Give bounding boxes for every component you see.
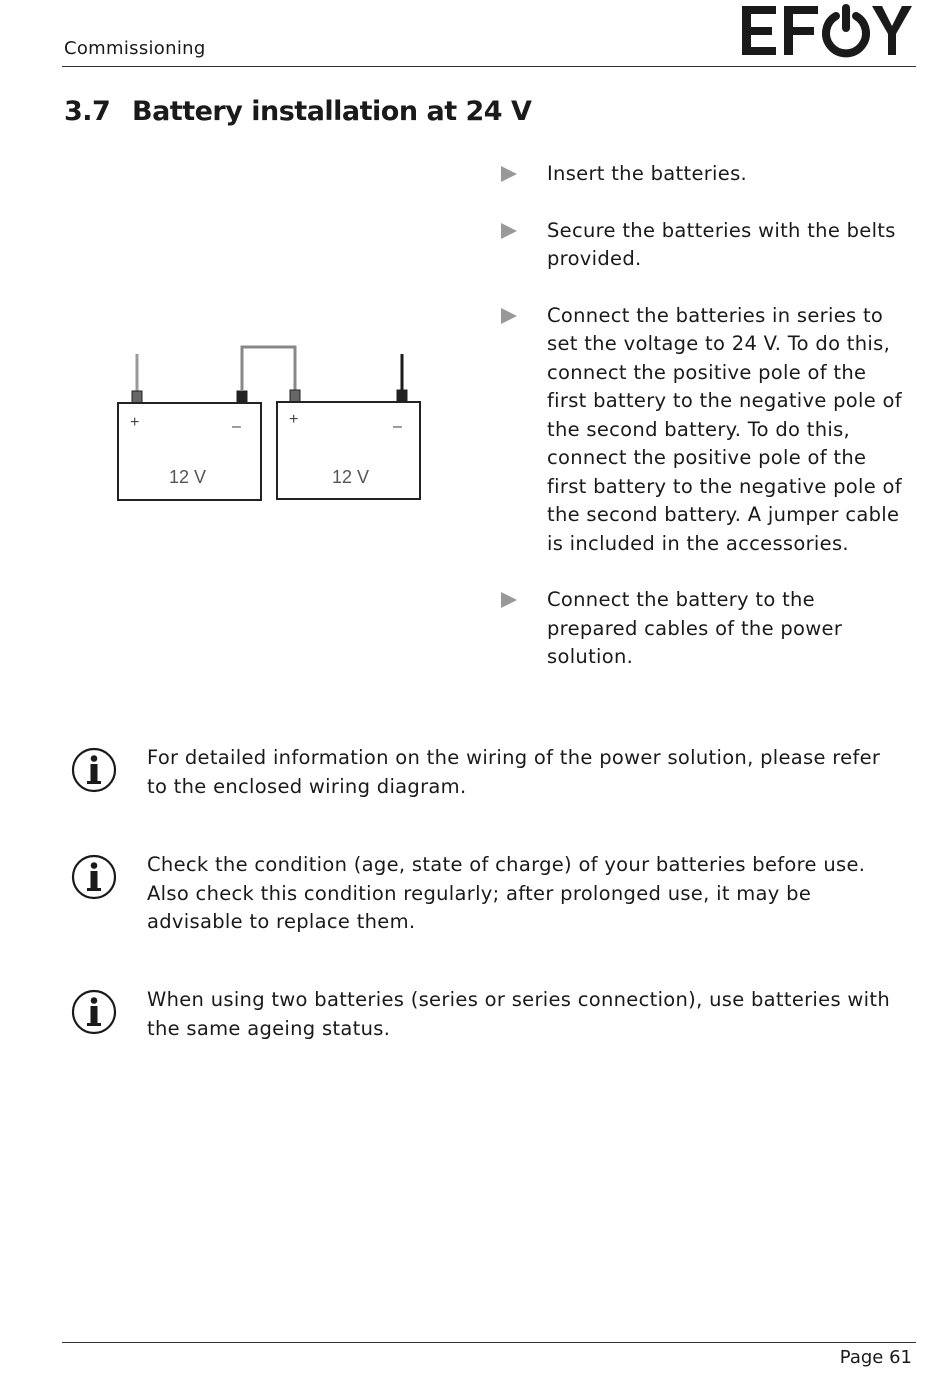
battery2-minus-label: – xyxy=(393,418,402,435)
arrow-bullet-icon xyxy=(500,165,518,183)
step-item xyxy=(500,160,910,189)
arrow-bullet-icon xyxy=(500,307,518,325)
battery-series-diagram xyxy=(112,340,432,508)
arrow-bullet-icon xyxy=(500,591,518,609)
step-text: Secure the batteries with the belts provided. xyxy=(547,218,896,270)
info-note-text: For detailed information on the wiring of the power solution, please refer to the enclosed wiring diagram. xyxy=(147,746,881,798)
instruction-steps xyxy=(500,160,910,700)
step-item xyxy=(500,302,910,559)
info-note xyxy=(70,986,900,1043)
step-item xyxy=(500,586,910,672)
step-text: Insert the batteries. xyxy=(547,162,748,185)
battery1-voltage-label: 12 V xyxy=(169,467,207,487)
info-icon xyxy=(70,746,118,794)
info-note xyxy=(70,851,900,937)
info-icon xyxy=(70,988,118,1036)
step-text: Connect the batteries in series to set the voltage to 24 V. To do this, connect the positive pole of the first battery to the negative pole of the second battery. To do this, connect the positive pole of the first battery to the negative pole of the second battery. A jumper cable is included in the accessories. xyxy=(547,303,902,555)
arrow-bullet-icon xyxy=(500,222,518,240)
info-note-text: When using two batteries (series or series connection), use batteries with the same ageing status. xyxy=(147,988,890,1040)
battery1-minus-label: – xyxy=(232,418,241,435)
page-number: Page 61 xyxy=(839,1347,912,1368)
info-icon xyxy=(70,853,118,901)
info-note xyxy=(70,744,900,801)
battery1-plus-label: + xyxy=(130,414,140,431)
efoy-logo xyxy=(740,2,912,60)
step-text: Connect the battery to the prepared cables of the power solution. xyxy=(547,588,843,668)
battery2-plus-label: + xyxy=(289,411,299,428)
battery2-voltage-label: 12 V xyxy=(332,467,370,487)
header-section-label: Commissioning xyxy=(64,38,206,59)
section-title xyxy=(64,96,531,127)
footer-divider xyxy=(62,1342,916,1343)
header-divider xyxy=(62,66,916,67)
info-note-text: Check the condition (age, state of charge) of your batteries before use. Also check this condition regularly; after prolonged use, it may be advisable to replace them. xyxy=(147,853,866,933)
section-title-text: Battery installation at 24 V xyxy=(132,96,532,127)
section-number: 3.7 xyxy=(64,96,111,127)
step-item xyxy=(500,217,910,274)
